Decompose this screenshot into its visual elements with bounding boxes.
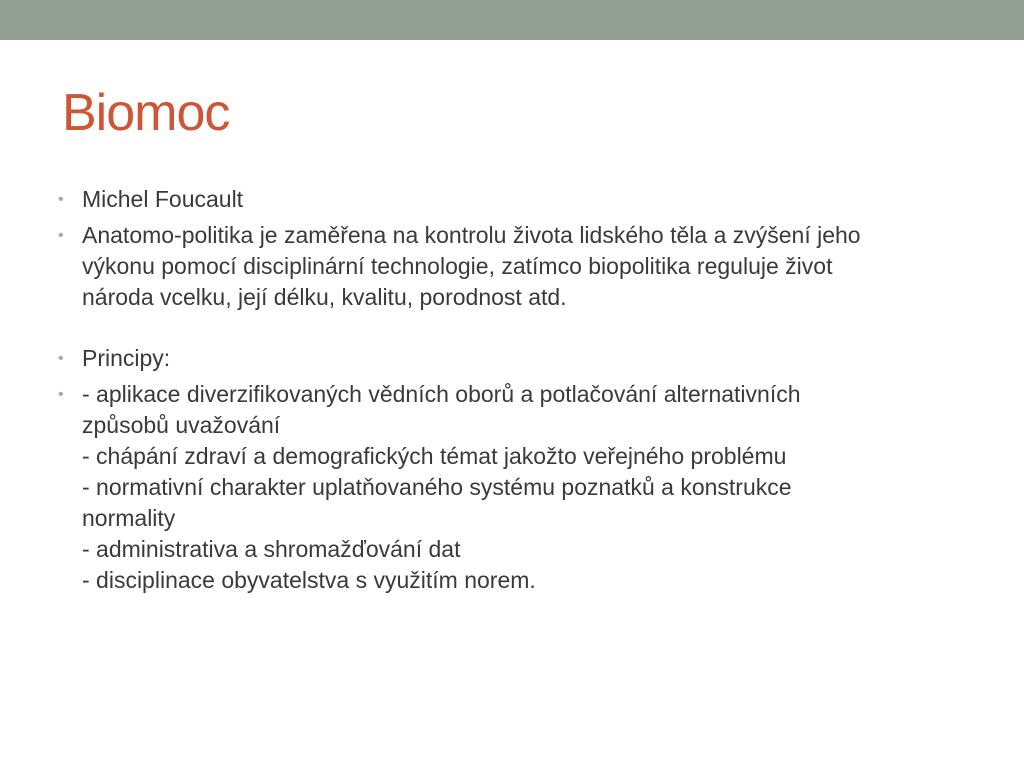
bullet-4-line-2: způsobů uvažování [82,412,281,438]
bullet-item-4 [0,379,1024,596]
bullet-item-2 [0,220,1024,313]
bullet-dot-icon: • [58,386,64,403]
bullet-4-line-1: - aplikace diverzifikovaných vědních oborů a potlačování alternativních [82,381,801,407]
bullet-2-line-3: národa vcelku, její délku, kvalitu, porodnost atd. [82,284,567,310]
bullet-4-line-6: - administrativa a shromažďování dat [82,536,461,562]
bullet-item-1 [0,184,1024,215]
top-band [0,0,1024,40]
slide-title: Biomoc [62,84,230,142]
bullet-2-line-1: Anatomo-politika je zaměřena na kontrolu života lidského těla a zvýšení jeho [82,222,861,248]
bullet-4-line-3: - chápání zdraví a demografických témat jakožto veřejného problému [82,443,787,469]
bullet-4-line-4: - normativní charakter uplatňovaného systému poznatků a konstrukce [82,474,792,500]
bullet-item-3 [0,343,1024,374]
bullet-dot-icon: • [58,227,64,244]
bullet-3-line-1: Principy: [82,345,171,371]
bullet-2-line-2: výkonu pomocí disciplinární technologie, zatímco biopolitika reguluje život [82,253,833,279]
bullet-dot-icon: • [58,191,64,208]
bullet-4-line-7: - disciplinace obyvatelstva s využitím norem. [82,567,536,593]
bullet-dot-icon: • [58,350,64,367]
bullet-list [0,184,1024,601]
bullet-4-line-5: normality [82,505,176,531]
bullet-1-line-1: Michel Foucault [82,186,244,212]
